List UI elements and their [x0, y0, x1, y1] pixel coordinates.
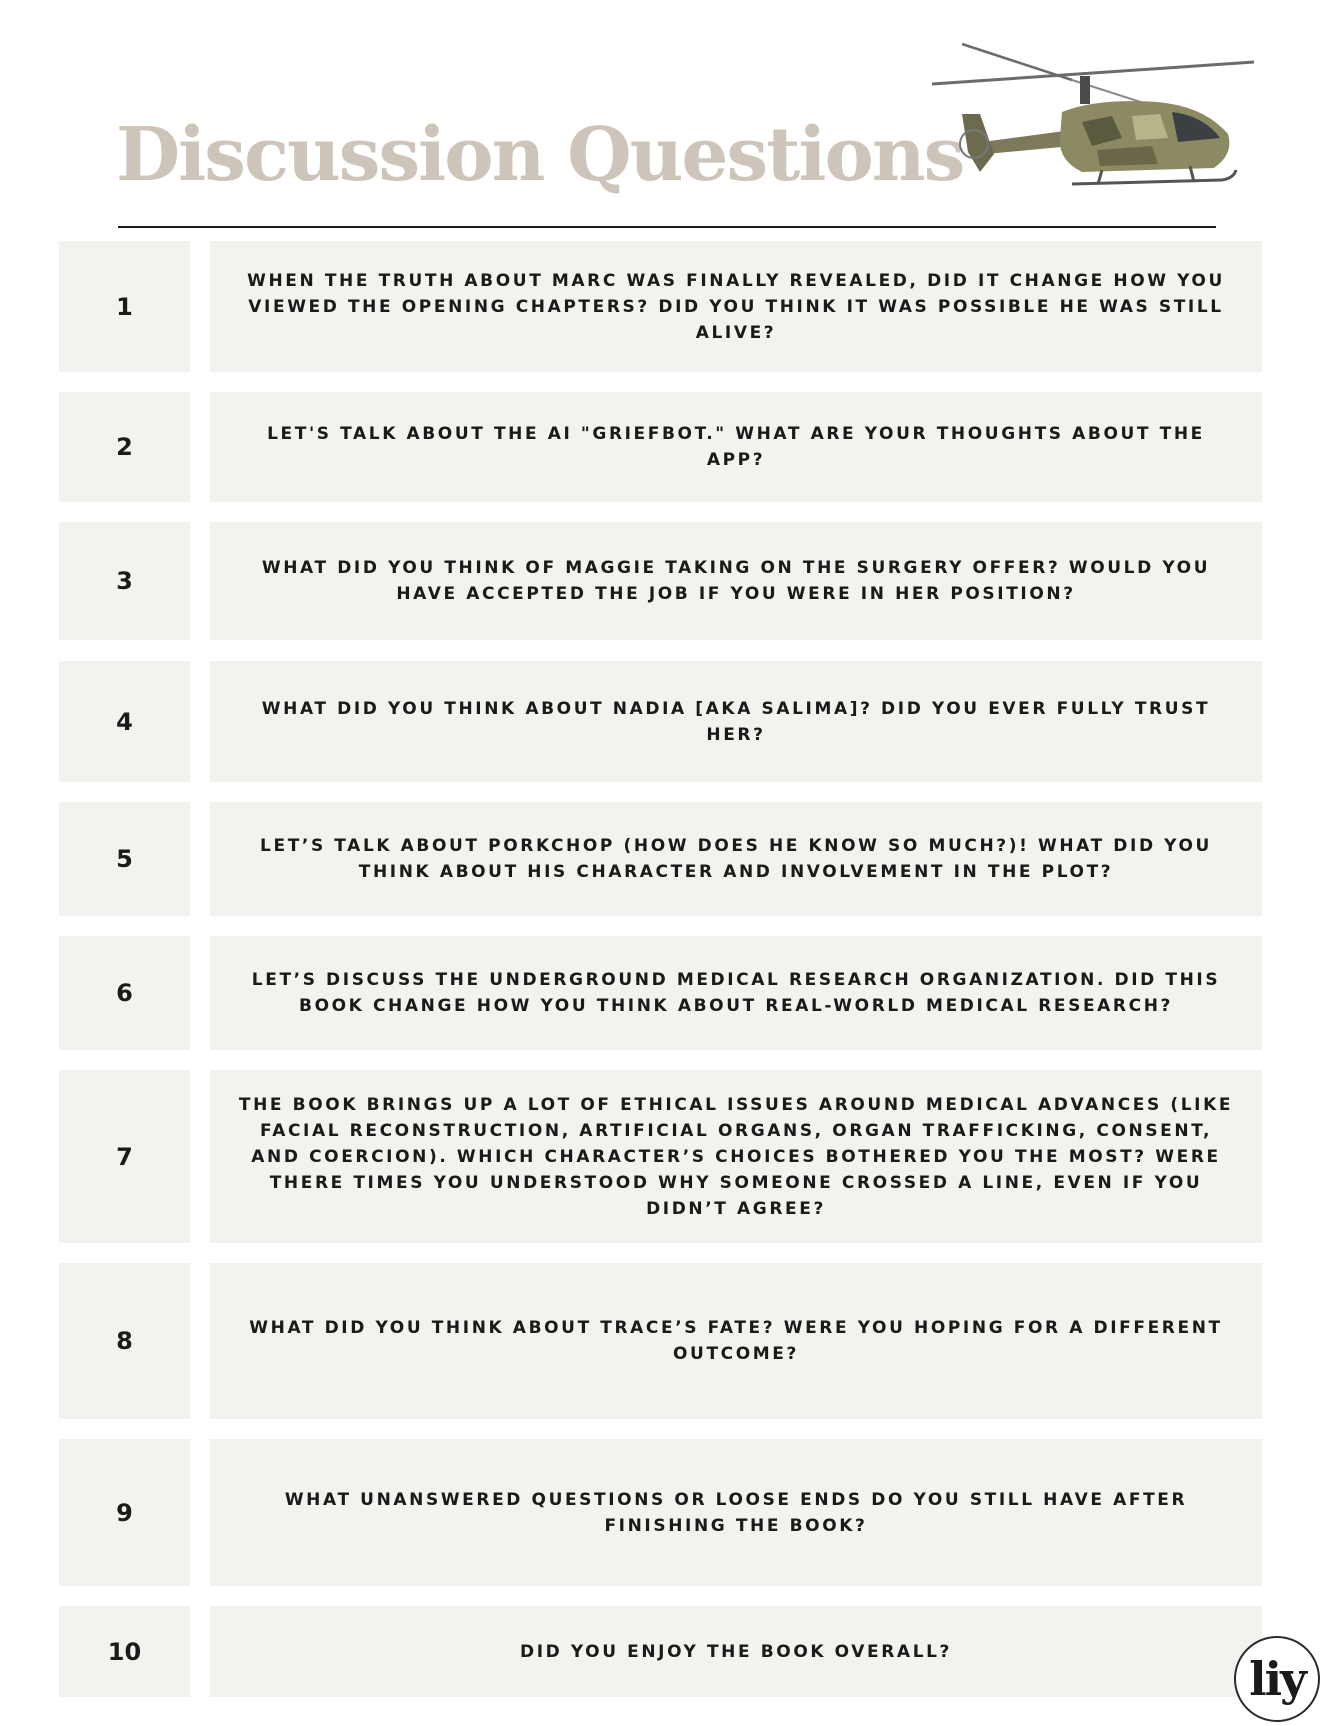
question-number: 1 — [59, 241, 190, 372]
question-text: THE BOOK BRINGS UP A LOT OF ETHICAL ISSUES AROUND MEDICAL ADVANCES (LIKE FACIAL RECONSTRUCTION, ARTIFICIAL ORGANS, ORGAN TRAFFICKING, CONSENT, AND COERCION). WHICH CHARACTER’S CHOICES BOTHERED YOU THE MOST? WERE THERE TIMES YOU UNDERSTOOD WHY SOMEONE CROSSED A LINE, EVEN IF YOU DIDN’T AGREE? — [210, 1070, 1262, 1243]
question-text: WHEN THE TRUTH ABOUT MARC WAS FINALLY REVEALED, DID IT CHANGE HOW YOU VIEWED THE OPENING CHAPTERS? DID YOU THINK IT WAS POSSIBLE HE WAS STILL ALIVE? — [210, 241, 1262, 372]
header-divider — [118, 226, 1216, 228]
question-text: LET’S DISCUSS THE UNDERGROUND MEDICAL RESEARCH ORGANIZATION. DID THIS BOOK CHANGE HOW YOU THINK ABOUT REAL-WORLD MEDICAL RESEARCH? — [210, 936, 1262, 1050]
question-number: 5 — [59, 802, 190, 916]
question-text: LET’S TALK ABOUT PORKCHOP (HOW DOES HE KNOW SO MUCH?)! WHAT DID YOU THINK ABOUT HIS CHARACTER AND INVOLVEMENT IN THE PLOT? — [210, 802, 1262, 916]
question-number: 9 — [59, 1439, 190, 1586]
question-number: 2 — [59, 392, 190, 502]
question-number: 6 — [59, 936, 190, 1050]
helicopter-image — [922, 42, 1264, 202]
question-number: 7 — [59, 1070, 190, 1243]
question-text: WHAT DID YOU THINK ABOUT NADIA [AKA SALIMA]? DID YOU EVER FULLY TRUST HER? — [210, 661, 1262, 782]
question-text: LET'S TALK ABOUT THE AI "GRIEFBOT." WHAT ARE YOUR THOUGHTS ABOUT THE APP? — [210, 392, 1262, 502]
brand-logo — [1234, 1636, 1320, 1722]
question-number: 8 — [59, 1263, 190, 1419]
logo-text: liy — [1249, 1652, 1305, 1706]
page-title: Discussion Questions — [116, 112, 964, 198]
question-number: 4 — [59, 661, 190, 782]
question-text: DID YOU ENJOY THE BOOK OVERALL? — [210, 1606, 1262, 1697]
question-text: WHAT DID YOU THINK ABOUT TRACE’S FATE? WERE YOU HOPING FOR A DIFFERENT OUTCOME? — [210, 1263, 1262, 1419]
question-text: WHAT DID YOU THINK OF MAGGIE TAKING ON THE SURGERY OFFER? WOULD YOU HAVE ACCEPTED THE JOB IF YOU WERE IN HER POSITION? — [210, 522, 1262, 640]
question-text: WHAT UNANSWERED QUESTIONS OR LOOSE ENDS DO YOU STILL HAVE AFTER FINISHING THE BOOK? — [210, 1439, 1262, 1586]
question-number: 10 — [59, 1606, 190, 1697]
question-number: 3 — [59, 522, 190, 640]
